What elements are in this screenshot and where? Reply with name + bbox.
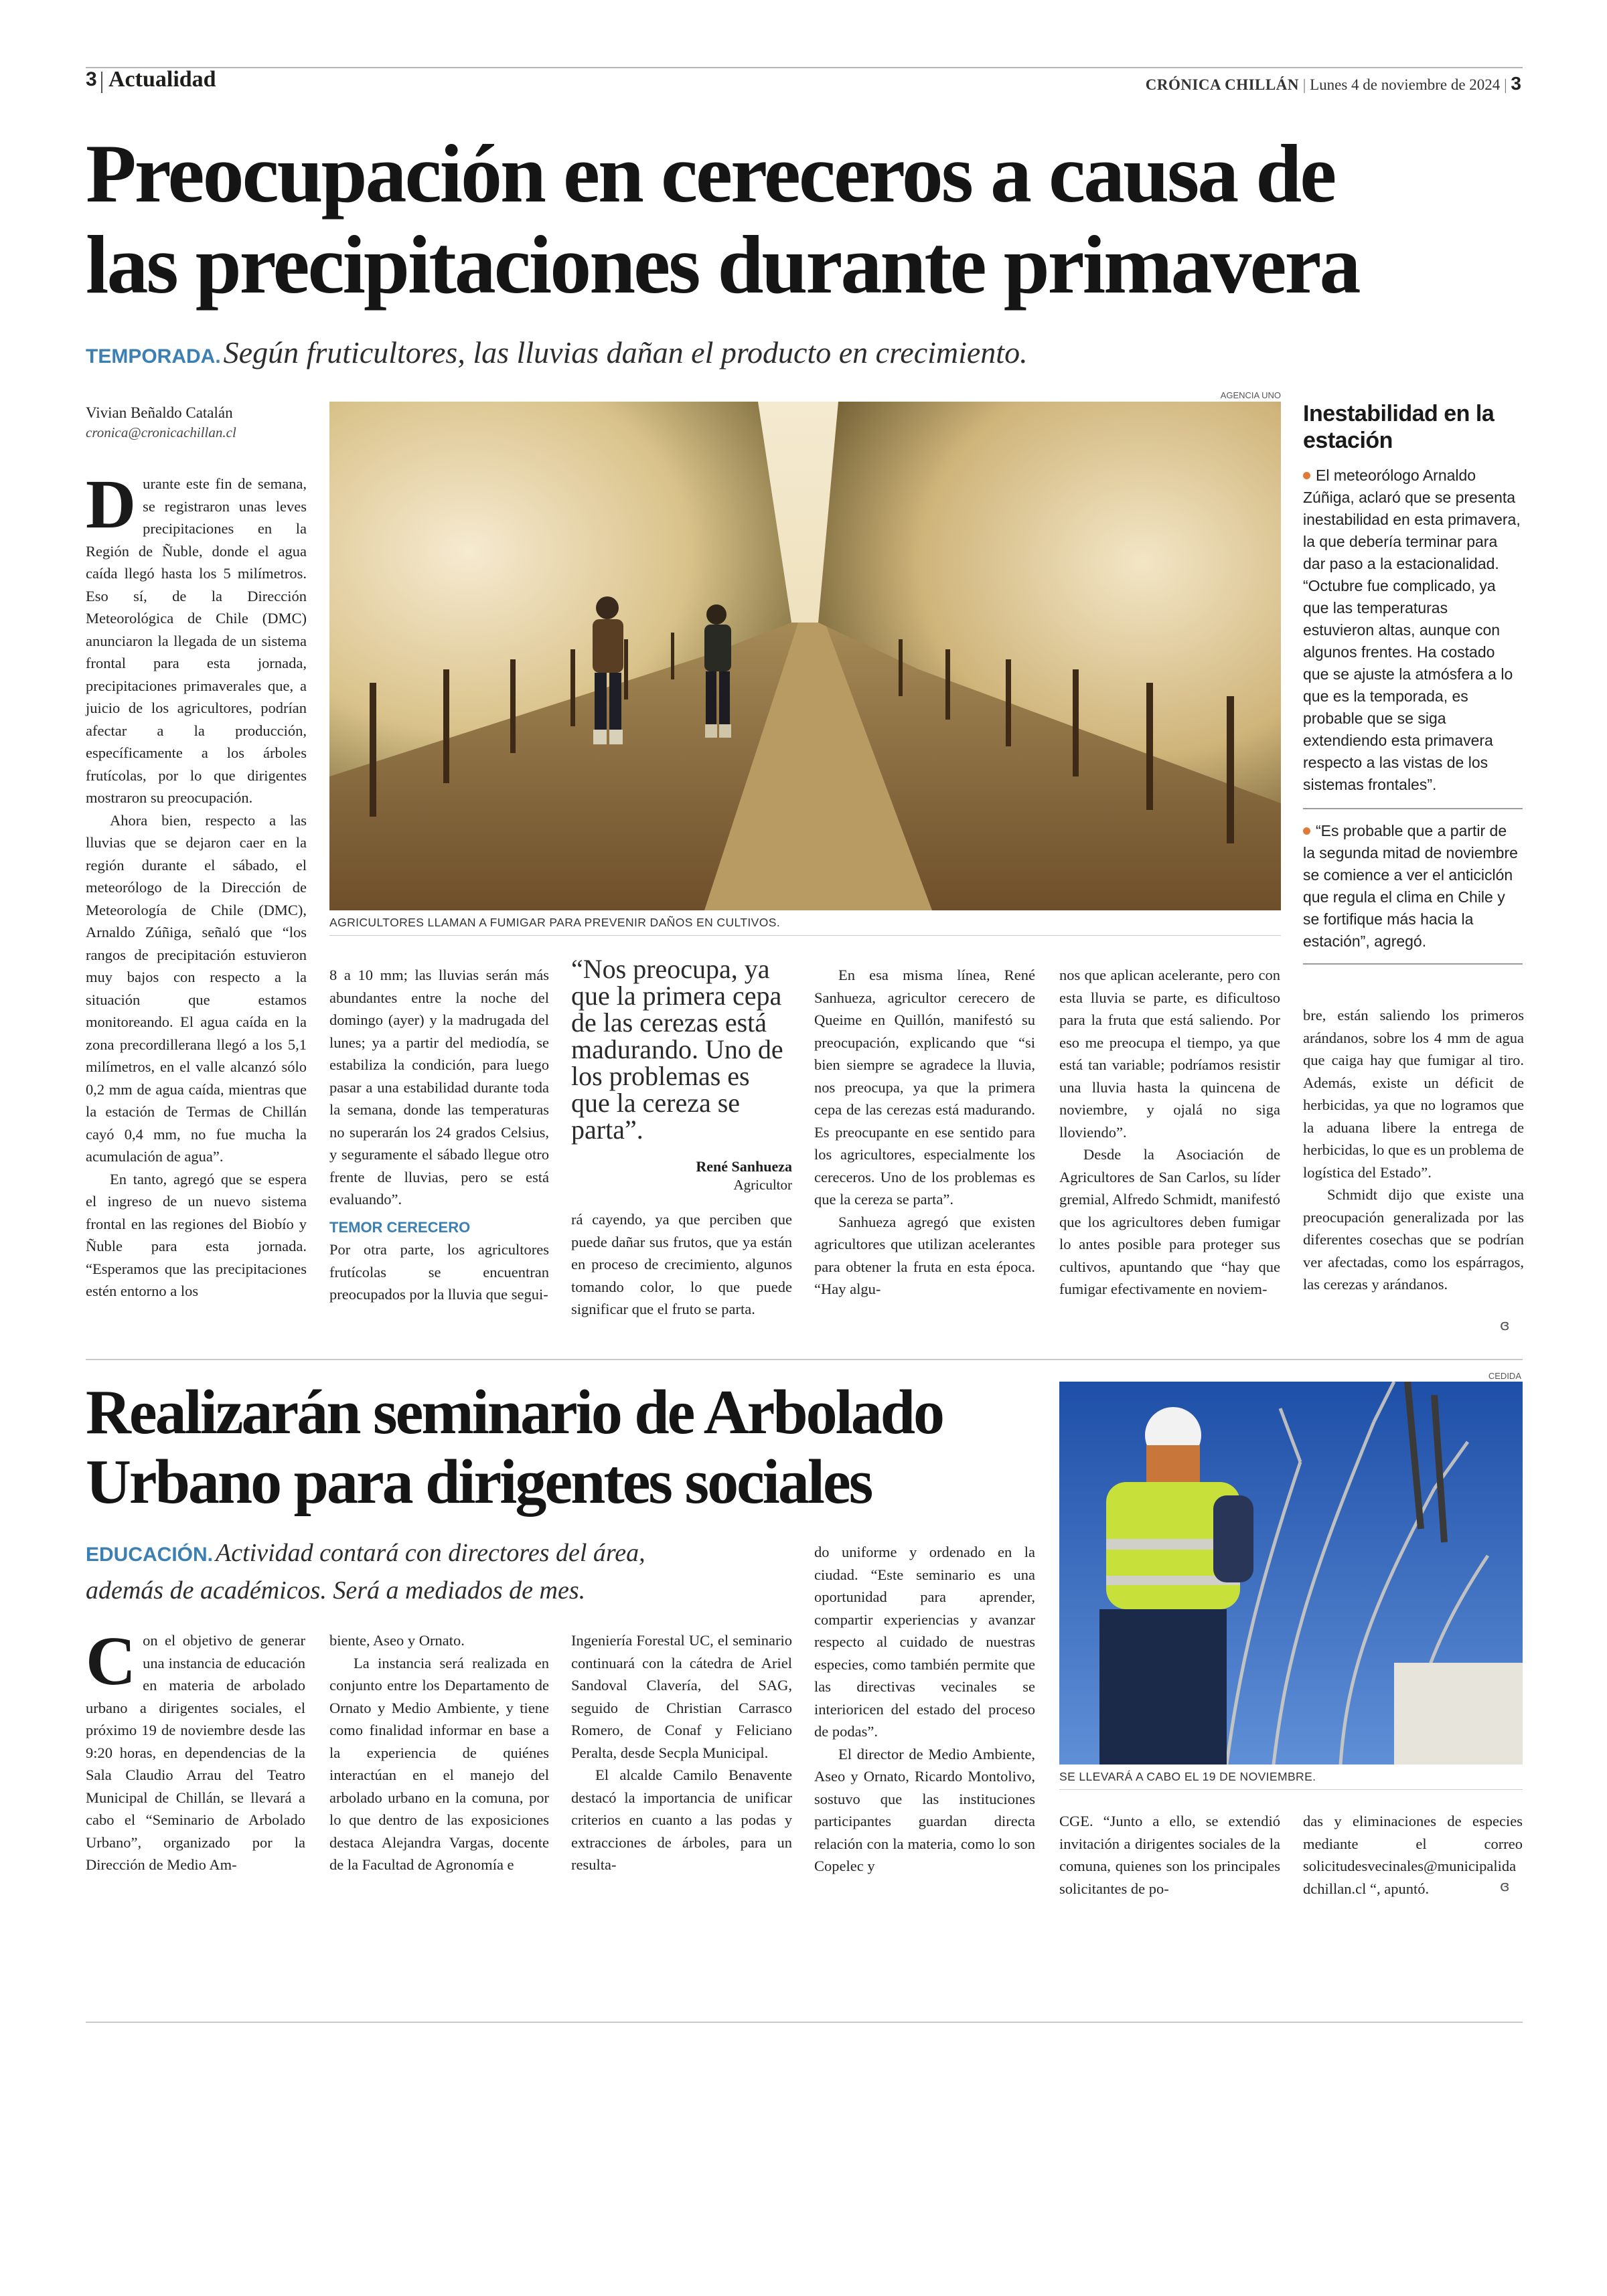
- sidebar-title: Inestabilidad en la estación: [1303, 401, 1495, 453]
- article2-headline: [86, 1378, 1050, 1517]
- arborist-photo-image: [1059, 1382, 1523, 1765]
- paragraph: 8 a 10 mm; las lluvias serán más abundantes entre la noche del domingo (ayer) y la madrugada del lunes; ya a partir del mediodía, se estabiliza la condición, para luego pasar a una estabilidad durante toda la semana, donde las temperaturas no superarán los 24 grados Celsius, y seguramente el sábado llegue otro frente de lluvias, pero se está evaluando”.: [329, 967, 549, 1208]
- author-name: Vivian Beñaldo Catalán: [86, 404, 233, 421]
- deck-line-1: Actividad contará con directores del área,: [216, 1539, 645, 1567]
- end-of-article-icon: ɞ: [1500, 1317, 1510, 1334]
- paragraph: Sanhueza agregó que existen agricultores que utilizan acelerantes para obtener la fruta en esta época. “Hay algu-: [814, 1213, 1035, 1297]
- article-column-6: [1303, 1004, 1524, 1296]
- drop-cap: C: [86, 1623, 137, 1700]
- sidebar-item-1-text: El meteorólogo Arnaldo Zúñiga, aclaró que se presenta inestabilidad en esta primavera, la que debería terminar para dar paso a la estacionalidad. “Octubre fue complicado, ya que las temperaturas estuvieron altas, aunque con algunos frentes. Ha costado que se ajuste la atmósfera a lo que es la temporada, es probable que se siga extendiendo esta primavera respecto a las vistas de los sistemas frontales”.: [1303, 467, 1521, 793]
- deck-line-2: además de académicos. Será a mediados de mes.: [86, 1576, 586, 1605]
- masthead-divider: |: [1302, 76, 1310, 93]
- masthead: [1146, 73, 1521, 94]
- masthead-divider: |: [1504, 76, 1511, 93]
- paragraph: El alcalde Camilo Benavente destacó la importancia de unificar criterios en cuanto a las podas y extracciones de árboles, para un resulta-: [571, 1767, 792, 1873]
- page-number-right: 3: [1511, 73, 1521, 94]
- section-name: Actualidad: [108, 67, 216, 92]
- orchard-photo-image: [329, 402, 1281, 910]
- article2-column-3: [571, 1629, 792, 1876]
- article-column-5: [1059, 964, 1280, 1301]
- sidebar-divider: [1303, 963, 1523, 965]
- headline-line-2: Urbano para dirigentes sociales: [86, 1447, 872, 1517]
- caption-rule: [1059, 1789, 1523, 1790]
- issue-date: Lunes 4 de noviembre de 2024: [1310, 76, 1501, 93]
- kicker-label: EDUCACIÓN.: [86, 1544, 214, 1566]
- paragraph: nos que aplican acelerante, pero con esta lluvia se parte, es dificultoso para la fruta que está saliendo. Por eso me preocupa el tiempo, ya que está tan variable; podríamos resistir una lluvia hasta la quincena de noviembre, y ojalá no siga lloviendo”.: [1059, 967, 1280, 1141]
- article-deck: [86, 335, 1028, 370]
- top-rule: [86, 67, 1523, 68]
- headline-line-1: Realizarán seminario de Arbolado: [86, 1378, 943, 1447]
- article-column-2: [329, 964, 549, 1306]
- arborist-photo: [1059, 1382, 1523, 1765]
- photo-caption: AGRICULTORES LLAMAN A FUMIGAR PARA PREVENIR DAÑOS EN CULTIVOS.: [329, 916, 781, 929]
- paragraph: En tanto, agregó que se espera el ingreso de un nuevo sistema frontal en las regiones del Biobío y Ñuble para esta jornada. “Esperamos que las precipitaciones estén entorno a los: [86, 1170, 307, 1299]
- sidebar-box: [1303, 400, 1523, 965]
- caption-rule: [329, 935, 1281, 936]
- article-column-4: [814, 964, 1035, 1301]
- paragraph: CGE. “Junto a ello, se extendió invitación a dirigentes sociales de la comuna, quienes son los principales solicitantes de po-: [1059, 1813, 1280, 1897]
- quote-text: “Nos preocupa, ya que la primera cepa de las cerezas está madurando. Uno de los problemas es que la cereza se parta”.: [571, 954, 783, 1145]
- photo-credit: CEDIDA: [1488, 1371, 1521, 1381]
- page-number-left: 3: [86, 68, 97, 90]
- sidebar-item-2-text: “Es probable que a partir de la segunda mitad de noviembre se comience a ver el anticiclón que regula el clima en Chile y se fortifique más hacia la estación”, agregó.: [1303, 822, 1518, 950]
- photo-caption: SE LLEVARÁ A CABO EL 19 DE NOVIEMBRE.: [1059, 1770, 1316, 1783]
- quote-name: René Sanhueza: [696, 1158, 792, 1175]
- article-column-3: [571, 1208, 792, 1321]
- paragraph: Ahora bien, respecto a las lluvias que se dejaron caer en la región durante el sábado, el meteorólogo de la Dirección de Meteorología de Chile (DMC), Arnaldo Zúñiga, señaló que “los rangos de precipitación estuvieron muy bajos con respecto a la situación que estamos monitoreando. El agua caída en la zona precordillerana llegó a los 5,1 milímetros, en el valle alcanzó sólo 0,2 mm de agua caída, mientras que la estación de Termas de Chillán cayó 0,4 mm, no fue mucha la acumulación de agua”.: [86, 811, 307, 1165]
- deck-text: Según fruticultores, las lluvias dañan el producto en crecimiento.: [223, 335, 1028, 370]
- paragraph: das y eliminaciones de especies mediante el correo solicitudesvecinales@municipalidadchillan.cl “, apuntó.: [1303, 1813, 1523, 1897]
- quote-role: Agricultor: [733, 1177, 792, 1193]
- paragraph: biente, Aseo y Ornato.: [329, 1632, 465, 1649]
- article-separator: [86, 1359, 1523, 1360]
- article2-deck: [86, 1537, 822, 1612]
- sidebar-divider: [1303, 808, 1523, 809]
- article2-column-2: [329, 1629, 549, 1876]
- bottom-rule: [86, 2022, 1523, 2023]
- paragraph: urante este fin de semana, se registraron unas leves precipitaciones en la Región de Ñuble, donde el agua caída llegó hasta los 5 milímetros. Eso sí, de la Dirección Meteorológica de Chile (DMC) anunciaron la llegada de un sistema frontal para esta jornada, precipitaciones primaverales que, a juicio de los agricultores, podrían afectar a la producción, específicamente a los árboles frutícolas, por lo que dirigentes mostraron su preocupación.: [86, 475, 307, 806]
- end-of-article-icon: ɞ: [1500, 1878, 1510, 1895]
- orchard-photo: [329, 402, 1281, 910]
- article2-column-5: [1059, 1810, 1280, 1900]
- paragraph: El director de Medio Ambiente, Aseo y Ornato, Ricardo Montolivo, sostuvo que las instituciones participantes guardan directa relación con la materia, como lo son Copelec y: [814, 1745, 1035, 1874]
- pull-quote: [571, 956, 792, 1194]
- paragraph: do uniforme y ordenado en la ciudad. “Este seminario es una oportunidad para aprender, compartir experiencias y avanzar respecto al cuidado de nuestras especies, como también permite que las directivas vecinales se interioricen del estado del proceso de podas”.: [814, 1544, 1035, 1740]
- paragraph: bre, están saliendo los primeros arándanos, sobre los 4 mm de agua que caiga hay que fumigar al tiro. Además, existe un déficit de herbicidas, ya que no logramos que la aduana libere la entrega de herbicidas, lo que es un problema de logística del Estado”.: [1303, 1007, 1524, 1181]
- paragraph: on el objetivo de generar una instancia de educación en materia de arbolado urbano a dirigentes sociales, el próximo 19 de noviembre desde las 9:20 horas, en dependencias de la Sala Claudio Arrau del Teatro Municipal de Chillán, se llevará a cabo el “Seminario de Arbolado Urbano”, organizado por la Dirección de Medio Am-: [86, 1632, 305, 1873]
- headline-line-1: Preocupación en cereceros a causa de: [86, 128, 1335, 220]
- paragraph: La instancia será realizada en conjunto entre los Departamento de Ornato y Medio Ambiente, y tiene como finalidad informar en base a la experiencia de quiénes interactúan en el manejo del arbolado urbano en la comuna, por lo que dentro de las exposiciones destaca Alejandra Vargas, docente de la Facultad de Agronomía e: [329, 1654, 549, 1873]
- paragraph: rá cayendo, ya que perciben que puede dañar sus frutos, que ya están en proceso de crecimiento, algunos tomando color, lo que puede significar que el fruto se parta.: [571, 1211, 792, 1317]
- byline: [86, 404, 313, 441]
- paragraph: Ingeniería Forestal UC, el seminario continuará con la cátedra de Ariel Sandoval Clavería, del SAG, seguido de Christian Carrasco Romero, de Conaf y Feliciano Peralta, desde Secpla Municipal.: [571, 1632, 792, 1761]
- drop-cap: D: [86, 466, 137, 543]
- paragraph: En esa misma línea, René Sanhueza, agricultor cerecero de Queime en Quillón, manifestó su preocupación, explicando que “si bien siempre se agradece la lluvia, nos preocupa, ya que la primera cepa de las cerezas está madurando. Es preocupante en ese sentido para los agricultores, especialmente los cereceros. Uno de los problemas es que la cereza se parta”.: [814, 967, 1035, 1208]
- publication-name: CRÓNICA CHILLÁN: [1145, 76, 1299, 93]
- article2-column-6: [1303, 1810, 1523, 1900]
- headline-line-2: las precipitaciones durante primavera: [86, 219, 1359, 311]
- article-headline: [86, 129, 1532, 311]
- paragraph: Desde la Asociación de Agricultores de San Carlos, su líder gremial, Alfredo Schmidt, manifestó que los agricultores deben fumigar lo antes posible para proteger sus cultivos, apuntando que “hay que fumigar efectivamente en noviem-: [1059, 1146, 1280, 1297]
- section-divider: [101, 72, 102, 93]
- photo-credit: AGENCIA UNO: [1220, 390, 1281, 400]
- paragraph: Por otra parte, los agricultores frutícolas se encuentran preocupados por la lluvia que segui-: [329, 1241, 549, 1303]
- subheading: TEMOR CERECERO: [329, 1218, 471, 1236]
- article2-column-1: [86, 1623, 305, 1876]
- author-email: cronica@cronicachillan.cl: [86, 424, 236, 440]
- kicker-label: TEMPORADA.: [86, 345, 221, 367]
- sidebar-item-2: [1303, 820, 1523, 953]
- dot-icon: [1303, 472, 1310, 479]
- paragraph: Schmidt dijo que existe una preocupación generalizada por las diferentes cosechas que se podrían ver afectadas, como los espárragos, las cerezas y arándanos.: [1303, 1186, 1524, 1293]
- dot-icon: [1303, 827, 1310, 835]
- quote-attribution: [571, 1158, 792, 1194]
- article-column-1: [86, 466, 307, 1343]
- article2-column-4: [814, 1541, 1035, 1878]
- sidebar-item-1: [1303, 465, 1523, 796]
